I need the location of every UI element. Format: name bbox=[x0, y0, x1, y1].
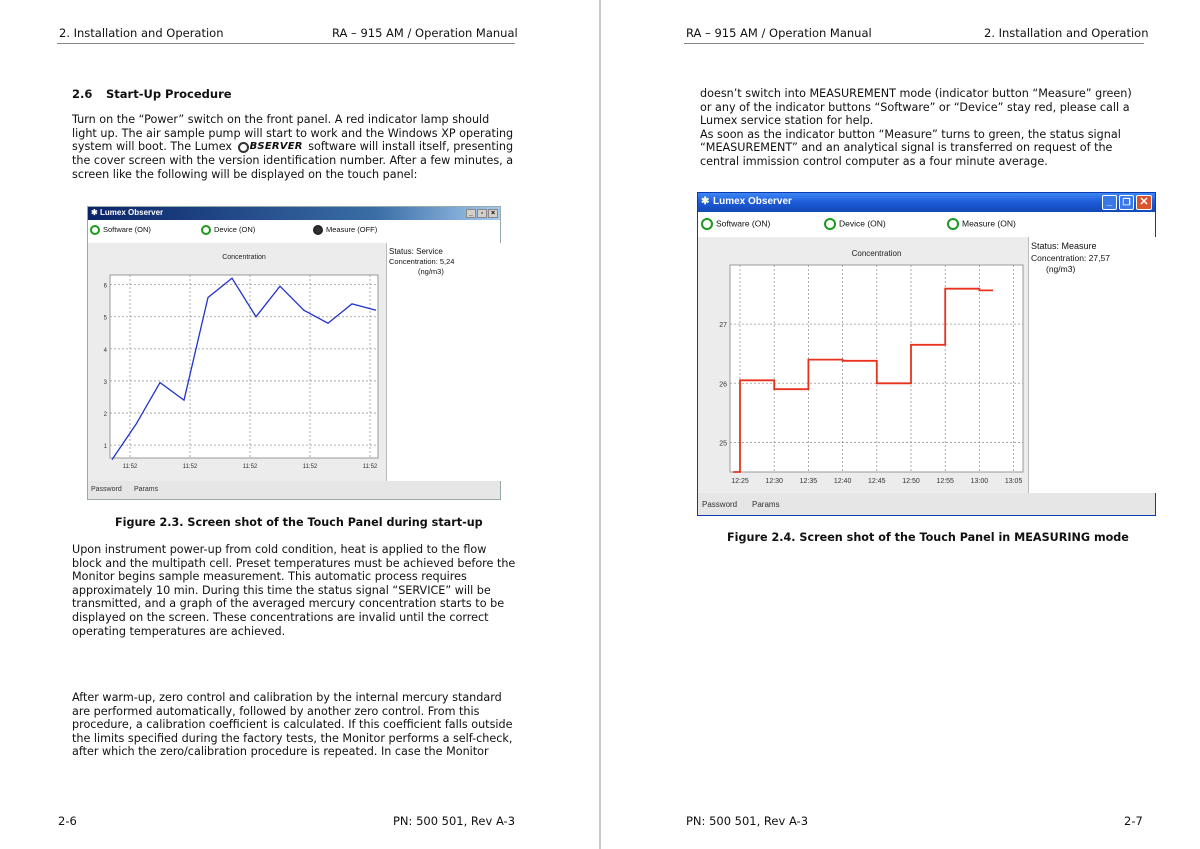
chart-title: Concentration bbox=[222, 254, 266, 261]
touch-panel-screenshot-startup bbox=[87, 206, 501, 500]
text-fragment: system will boot. The Lumex bbox=[72, 140, 233, 154]
header-right-text: RA – 915 AM / Operation Manual bbox=[332, 26, 518, 40]
section-number: 2.6 bbox=[72, 87, 93, 101]
black-lamp-icon bbox=[313, 225, 323, 235]
chart-area bbox=[88, 243, 386, 481]
text-line: approximately 10 min. During this time the status signal “SERVICE” will be bbox=[72, 583, 491, 597]
x-tick-label: 12:50 bbox=[902, 478, 920, 485]
status-label: Status: Service bbox=[389, 247, 443, 256]
x-tick-label: 11:52 bbox=[362, 464, 378, 470]
x-tick-label: 13:05 bbox=[1004, 478, 1023, 485]
chart-area bbox=[698, 237, 1028, 493]
left-page bbox=[0, 0, 599, 849]
text-line: Lumex service station for help. bbox=[700, 114, 874, 128]
green-lamp-icon bbox=[947, 218, 959, 230]
warmup-paragraph bbox=[72, 543, 515, 638]
window-title: Lumex Observer bbox=[713, 196, 792, 207]
window-title: Lumex Observer bbox=[100, 208, 164, 217]
section-title: Start-Up Procedure bbox=[106, 87, 232, 101]
green-lamp-icon bbox=[201, 225, 211, 235]
unit-label: (ng/m3) bbox=[1046, 264, 1076, 274]
footer-part-number: PN: 500 501, Rev A-3 bbox=[686, 814, 809, 828]
indicator-device[interactable] bbox=[824, 218, 886, 230]
bottom-bar bbox=[88, 481, 500, 499]
x-tick-label: 12:40 bbox=[833, 478, 852, 485]
text-line: or any of the indicator buttons “Software” or “Device” stay red, please call a bbox=[700, 100, 1130, 114]
text-line: procedure, a calibration coefficient is calculated. If this coefficient falls outside bbox=[72, 718, 513, 732]
indicator-row bbox=[88, 221, 500, 241]
x-tick-label: 11:52 bbox=[122, 464, 138, 470]
params-button[interactable]: Params bbox=[752, 500, 780, 509]
indicator-software[interactable] bbox=[701, 218, 770, 230]
indicator-measure[interactable] bbox=[313, 225, 377, 235]
x-tick-label: 11:52 bbox=[242, 464, 258, 470]
text-line: screen like the following will be displayed on the touch panel: bbox=[72, 167, 418, 181]
figure-caption: Figure 2.4. Screen shot of the Touch Panel in MEASURING mode bbox=[727, 531, 1129, 544]
restore-button[interactable]: ❐ bbox=[1119, 195, 1134, 210]
minimize-button[interactable]: _ bbox=[466, 209, 476, 218]
text-line: “MEASUREMENT” and an analytical signal is transferred on request of the bbox=[700, 141, 1113, 155]
text-line: are performed automatically, followed by another zero control. From this bbox=[72, 704, 480, 718]
maximize-button[interactable]: ▫ bbox=[477, 209, 487, 218]
minimize-button[interactable]: _ bbox=[1102, 195, 1117, 210]
bottom-bar bbox=[698, 493, 1155, 515]
text-line: operating temperatures are achieved. bbox=[72, 624, 286, 638]
concentration-chart bbox=[88, 243, 386, 481]
window-title-bar bbox=[88, 207, 500, 220]
indicator-label: Device (ON) bbox=[839, 218, 886, 229]
indicator-measure[interactable] bbox=[947, 218, 1016, 230]
app-icon: ✱ bbox=[91, 208, 98, 217]
y-tick-label: 4 bbox=[103, 347, 107, 354]
text-line: Upon instrument power-up from cold condition, heat is applied to the flow bbox=[72, 543, 487, 556]
logo-circle-icon bbox=[238, 142, 249, 153]
text-line: the limits specified during the factory tests, the Monitor performs a self-check, bbox=[72, 731, 513, 745]
figure-caption: Figure 2.3. Screen shot of the Touch Panel during start-up bbox=[115, 516, 483, 529]
chart-title: Concentration bbox=[851, 249, 902, 258]
text-line: Monitor begins sample measurement. This automatic process requires bbox=[72, 570, 467, 584]
green-lamp-icon bbox=[90, 225, 100, 235]
x-tick-label: 12:35 bbox=[799, 478, 818, 485]
footer-part-number: PN: 500 501, Rev A-3 bbox=[393, 814, 516, 828]
unit-label: (ng/m3) bbox=[418, 267, 444, 276]
green-lamp-icon bbox=[701, 218, 713, 230]
text-line: displayed on the screen. These concentrations are invalid until the correct bbox=[72, 610, 489, 624]
y-tick-label: 27 bbox=[719, 322, 727, 330]
status-pane bbox=[386, 243, 501, 481]
text-line: the cover screen with the version identification number. After a few minutes, a bbox=[72, 153, 514, 167]
x-tick-label: 11:52 bbox=[302, 464, 318, 470]
params-button[interactable]: Params bbox=[134, 486, 159, 493]
password-button[interactable]: Password bbox=[91, 486, 122, 493]
x-tick-label: 12:30 bbox=[765, 478, 783, 485]
observer-logo bbox=[236, 140, 305, 154]
close-button[interactable]: ✕ bbox=[1136, 195, 1152, 210]
plot-background bbox=[110, 275, 378, 458]
header-rule bbox=[57, 43, 515, 44]
logo-text: BSERVER bbox=[249, 141, 303, 153]
app-icon: ✱ bbox=[701, 196, 710, 207]
touch-panel-screenshot-measuring bbox=[697, 192, 1156, 516]
text-line: transmitted, and a graph of the averaged mercury concentration starts to be bbox=[72, 597, 505, 611]
password-button[interactable]: Password bbox=[702, 500, 738, 509]
indicator-row bbox=[698, 213, 1155, 235]
y-tick-label: 5 bbox=[103, 315, 107, 322]
header-left-text: RA – 915 AM / Operation Manual bbox=[686, 26, 872, 40]
text-line: central immission control computer as a four minute average. bbox=[700, 154, 1048, 168]
footer-page-number: 2-6 bbox=[58, 814, 77, 828]
x-tick-label: 13:00 bbox=[970, 478, 989, 485]
indicator-device[interactable] bbox=[201, 225, 255, 235]
y-tick-label: 25 bbox=[719, 440, 727, 448]
text-line: light up. The air sample pump will start to work and the Windows XP operating bbox=[72, 126, 514, 140]
text-line: after which the zero/calibration procedure is repeated. In case the Monitor bbox=[72, 745, 489, 759]
x-tick-label: 12:45 bbox=[868, 478, 886, 485]
indicator-label: Software (ON) bbox=[103, 225, 151, 234]
x-tick-label: 12:25 bbox=[731, 478, 749, 485]
y-tick-label: 26 bbox=[719, 381, 727, 389]
status-pane bbox=[1028, 237, 1156, 493]
close-button[interactable]: × bbox=[488, 209, 498, 218]
text-line: Turn on the “Power” switch on the front panel. A red indicator lamp should bbox=[72, 113, 490, 126]
text-line: doesn’t switch into MEASUREMENT mode (indicator button “Measure” green) bbox=[700, 87, 1132, 100]
calibration-paragraph bbox=[72, 691, 513, 759]
startup-paragraph bbox=[72, 113, 513, 181]
right-page bbox=[601, 0, 1200, 849]
concentration-chart bbox=[698, 237, 1028, 493]
text-fragment: software will install itself, presenting bbox=[308, 140, 514, 154]
x-tick-label: 12:55 bbox=[936, 478, 954, 485]
x-tick-label: 11:52 bbox=[182, 464, 198, 470]
status-label: Status: Measure bbox=[1031, 241, 1097, 251]
concentration-label: Concentration: 27,57 bbox=[1031, 253, 1110, 263]
concentration-label: Concentration: 5,24 bbox=[389, 257, 455, 266]
window-title-bar bbox=[698, 193, 1155, 212]
header-right-text: 2. Installation and Operation bbox=[984, 26, 1149, 40]
footer-page-number: 2-7 bbox=[1124, 814, 1143, 828]
header-rule bbox=[684, 43, 1144, 44]
indicator-label: Software (ON) bbox=[716, 218, 771, 229]
green-lamp-icon bbox=[824, 218, 836, 230]
indicator-software[interactable] bbox=[90, 225, 151, 235]
y-tick-label: 3 bbox=[103, 379, 107, 386]
indicator-label: Measure (ON) bbox=[962, 218, 1016, 229]
y-tick-label: 6 bbox=[103, 283, 107, 290]
header-left-text: 2. Installation and Operation bbox=[59, 26, 224, 40]
indicator-label: Measure (OFF) bbox=[326, 225, 378, 234]
y-tick-label: 2 bbox=[103, 412, 107, 419]
indicator-label: Device (ON) bbox=[214, 225, 256, 234]
text-line: As soon as the indicator button “Measure” turns to green, the status signal bbox=[700, 127, 1121, 141]
continuation-paragraph bbox=[700, 87, 1132, 169]
y-tick-label: 1 bbox=[103, 444, 107, 451]
text-line: block and the multipath cell. Preset temperatures must be achieved before the bbox=[72, 556, 516, 570]
text-line: After warm-up, zero control and calibration by the internal mercury standard bbox=[72, 691, 502, 704]
text-line-with-logo bbox=[72, 140, 513, 154]
